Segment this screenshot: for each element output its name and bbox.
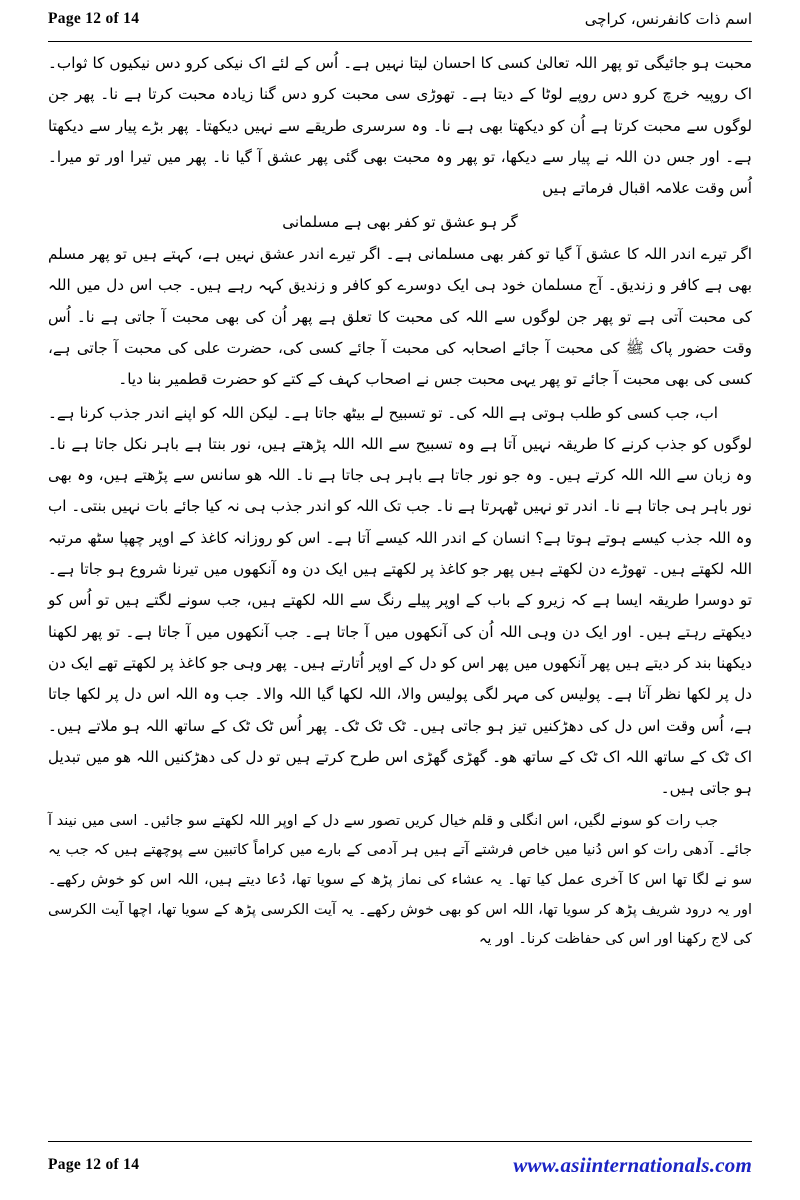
paragraph-1: محبت ہو جائیگی تو پھر اللہ تعالیٰ کسی کا احسان لیتا نہیں ہے۔ اُس کے لئے اک نیکی کرو دس نیکیوں کا ثواب۔ اک روپیہ خرچ کرو دس روپے لوٹا کے دیتا ہے۔ تھوڑی سی محبت کرو دس گنا زیادہ محبت کرتا ہے نا۔ پھر جن لوگوں سے محبت کرتا ہے اُن کو دیکھتا بھی ہے نا۔ وہ سرسری طریقے سے نہیں دیکھتا۔ پھر بڑے پیار سے دیکھتا ہے۔ اور جس دن اللہ نے پیار سے دیکھا، تو پھر وہ محبت بھی گئی پھر عشق آ گیا نا۔ پھر میں تیرا اور تو میرا۔ اُس وقت علامہ اقبال فرماتے ہیں bbox=[48, 54, 752, 198]
footer-page-label: Page 12 of 14 bbox=[48, 1156, 140, 1173]
header-page-label: Page 12 of 14 bbox=[48, 10, 140, 27]
header-title-urdu: اسم ذات کانفرنس، کراچی bbox=[584, 10, 752, 28]
footer-website-link[interactable]: www.asiinternationals.com bbox=[513, 1152, 752, 1177]
header-divider bbox=[48, 41, 752, 42]
paragraph-3: اب، جب کسی کو طلب ہوتی ہے اللہ کی۔ تو تسبیح لے بیٹھ جاتا ہے۔ لیکن اللہ کو اپنے اندر جذب کرنا ہے۔ لوگوں کو جذب کرنے کا طریقہ نہیں آتا ہے وہ تسبیح سے اللہ اللہ پڑھتے ہیں، نور بنتا ہے باہر نکل جاتا ہے نا۔ وہ زبان سے اللہ اللہ کرتے ہیں۔ وہ جو نور جاتا ہے باہر ہی جاتا ہے نا۔ اللہ ھو سانس سے پڑھتے ہیں، وہ بھی نور باہر ہی جاتا ہے نا۔ اندر تو نہیں ٹھہرتا ہے نا۔ جب تک اللہ کو اندر جذب ہی نہ کیا جائے بات نہیں بنتی۔ اب وہ اللہ جذب کیسے ہوتے ہوتا ہے؟ انسان کے اندر اللہ کیسے آتا ہے۔ اس کو روزانہ کاغذ کے اوپر چھپا سٹھ مرتبہ اللہ لکھتے ہیں۔ تھوڑے دن لکھتے ہیں پھر جو کاغذ پر لکھتے ہیں ایک دن وہ آنکھوں میں تیرنا شروع ہو جاتا ہے۔ تو دوسرا طریقہ ایسا ہے کہ زیرو کے باب کے اوپر پیلے رنگ سے اللہ لکھتے ہیں، جب سونے لگتے ہیں تو اُس کو دیکھتے رہتے ہیں۔ اور ایک دن وہی اللہ اُن کی آنکھوں میں آ جاتا ہے۔ جب آنکھوں میں آ جاتا ہے۔ تو پھر لکھنا دیکھنا بند کر دیتے ہیں پھر آنکھوں میں پھر اس کو دل کے اوپر اُتارتے ہیں۔ پھر وہی جو کاغذ پر لکھتے تھے ایک دن دل پر لکھا نظر آتا ہے۔ پولیس کی مہر لگی پولیس والا، اللہ لکھا گیا اللہ والا۔ جب وہ اللہ اس دل پر لکھا جاتا ہے، اُس وقت اس دل کی دھڑکنیں تیز ہو جاتی ہیں۔ ٹک ٹک ٹک۔ پھر اُس ٹک ٹک کے ساتھ اللہ ہو ملاتے ہیں۔ اک ٹک کے ساتھ اللہ اک ٹک کے ساتھ ھو۔ گھڑی گھڑی اس طرح کرتے ہیں تو دل کی دھڑکنیں اللہ ھو میں تبدیل ہو جاتی ہیں۔ bbox=[48, 403, 752, 798]
page-footer bbox=[48, 1148, 752, 1182]
paragraph-2: اگر تیرے اندر اللہ کا عشق آ گیا تو کفر بھی مسلمانی ہے۔ اگر تیرے اندر عشق نہیں ہے، کہتے ہیں تو پھر مسلم بھی ہے کافر و زندیق۔ آج مسلمان خود ہی ایک دوسرے کو کافر و زندیق کہہ رہے ہیں۔ جب اس دل میں اللہ کی محبت آتی ہے تو پھر جن لوگوں سے اللہ کی محبت کا تعلق ہے پھر اُن کی بھی محبت آ جاتی ہے نا۔ اُس وقت حضور پاک ﷺ کی محبت آ جائے اصحابہ کی محبت آ جائے کسی کی، حضرت علی کی محبت آ جاتی ہے، کسی کی بھی محبت آ جائے تو پھر یہی محبت جس نے اصحاب کہف کے کتے کو حضرت قطمیر بنا دیا۔ bbox=[48, 244, 752, 389]
couplet-iqbal: گر ہو عشق تو کفر بھی ہے مسلمانی bbox=[282, 212, 518, 231]
page-header bbox=[48, 10, 752, 40]
document-body bbox=[48, 48, 752, 1122]
paragraph-4: جب رات کو سونے لگیں، اس انگلی و قلم خیال کریں تصور سے دل کے اوپر اللہ لکھتے سو جائیں۔ اسی میں نیند آ جائے۔ آدھی رات کو اس دُنیا میں خاص فرشتے آتے ہیں ہر آدمی کے بارے میں کراماً کاتبین سے پوچھتے ہیں کہ جب یہ سو نے لگا تھا اس کا آخری عمل کیا تھا۔ یہ عشاء کی نماز پڑھ کے سویا تھا، دُعا دیتے ہیں، اللہ اس کو خوش رکھے۔ اور یہ درود شریف پڑھ کر سویا تھا، اللہ اس کو بھی خوش رکھے۔ یہ آیت الکرسی پڑھ کے سویا تھا، اچھا آیت الکرسی کی لاج رکھنا اور اس کی حفاظت کرنا۔ اور یہ bbox=[48, 812, 752, 948]
footer-divider bbox=[48, 1141, 752, 1142]
